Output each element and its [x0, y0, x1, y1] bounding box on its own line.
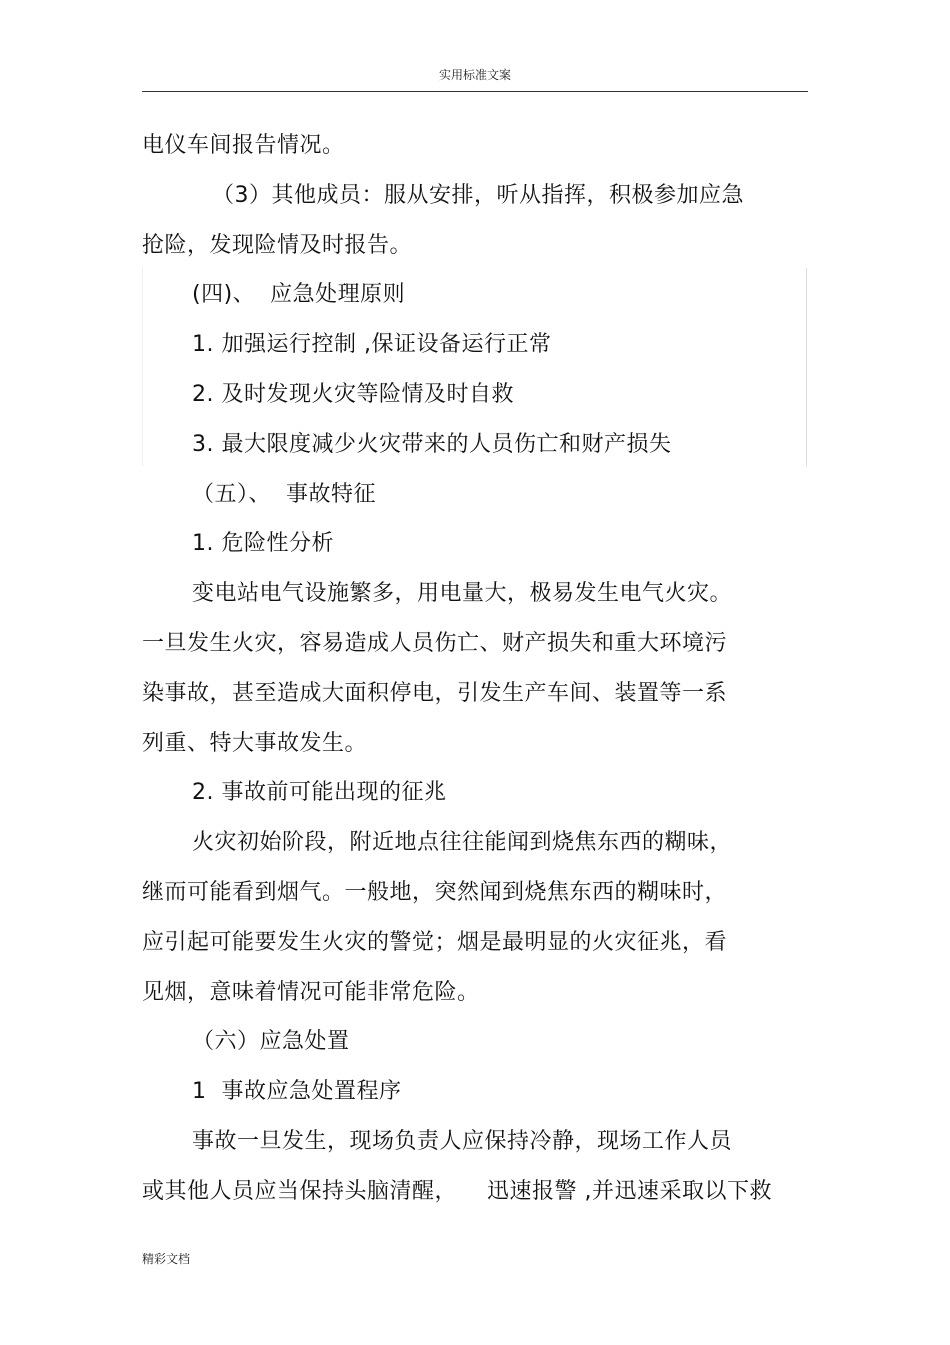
page-footer: 精彩文档: [142, 1252, 191, 1266]
body-line-17: 应引起可能要发生火灾的警觉；烟是最明显的火灾征兆，看: [142, 930, 728, 955]
header-title: 实用标准文案: [438, 68, 511, 82]
body-line-1: 电仪车间报告情况。: [142, 133, 345, 158]
subheading-warning-signs: 2. 事故前可能出现的征兆: [192, 780, 447, 805]
body-line-13: 列重、特大事故发生。: [142, 731, 368, 756]
section-box-right-border: [806, 268, 807, 466]
principle-item-3: 3. 最大限度减少火灾带来的人员伤亡和财产损失: [192, 432, 672, 457]
subheading-hazard-analysis: 1. 危险性分析: [192, 531, 334, 556]
body-line-15: 火灾初始阶段，附近地点往往能闻到烧焦东西的糊味，: [192, 830, 733, 855]
header-divider: [142, 91, 808, 92]
body-line-12: 染事故，甚至造成大面积停电，引发生产车间、装置等一系: [142, 681, 728, 706]
principle-item-2: 2. 及时发现火灾等险情及时自救: [192, 382, 514, 407]
body-line-10: 变电站电气设施繁多，用电量大，极易发生电气火灾。: [192, 581, 733, 606]
body-line-21: 事故一旦发生，现场负责人应保持冷静，现场工作人员: [192, 1129, 733, 1154]
principle-item-1: 1. 加强运行控制 ,保证设备运行正常: [192, 332, 552, 357]
subheading-procedure: 1 事故应急处置程序: [192, 1079, 402, 1104]
section-heading-6: （六）应急处置: [192, 1029, 350, 1054]
section-box-left-border: [142, 268, 143, 466]
body-line-22: 或其他人员应当保持头脑清醒， 迅速报警 ,并迅速采取以下救: [142, 1179, 772, 1204]
body-line-18: 见烟，意味着情况可能非常危险。: [142, 980, 480, 1005]
body-line-3: 抢险，发现险情及时报告。: [142, 233, 413, 258]
body-line-16: 继而可能看到烟气。一般地，突然闻到烧焦东西的糊味时，: [142, 880, 728, 905]
body-line-11: 一旦发生火灾，容易造成人员伤亡、财产损失和重大环境污: [142, 631, 728, 656]
body-line-2: （3）其他成员：服从安排，听从指挥，积极参加应急: [212, 183, 744, 208]
section-heading-5: （五）、 事故特征: [192, 482, 376, 507]
section-heading-4: (四)、 应急处理原则: [192, 282, 406, 307]
